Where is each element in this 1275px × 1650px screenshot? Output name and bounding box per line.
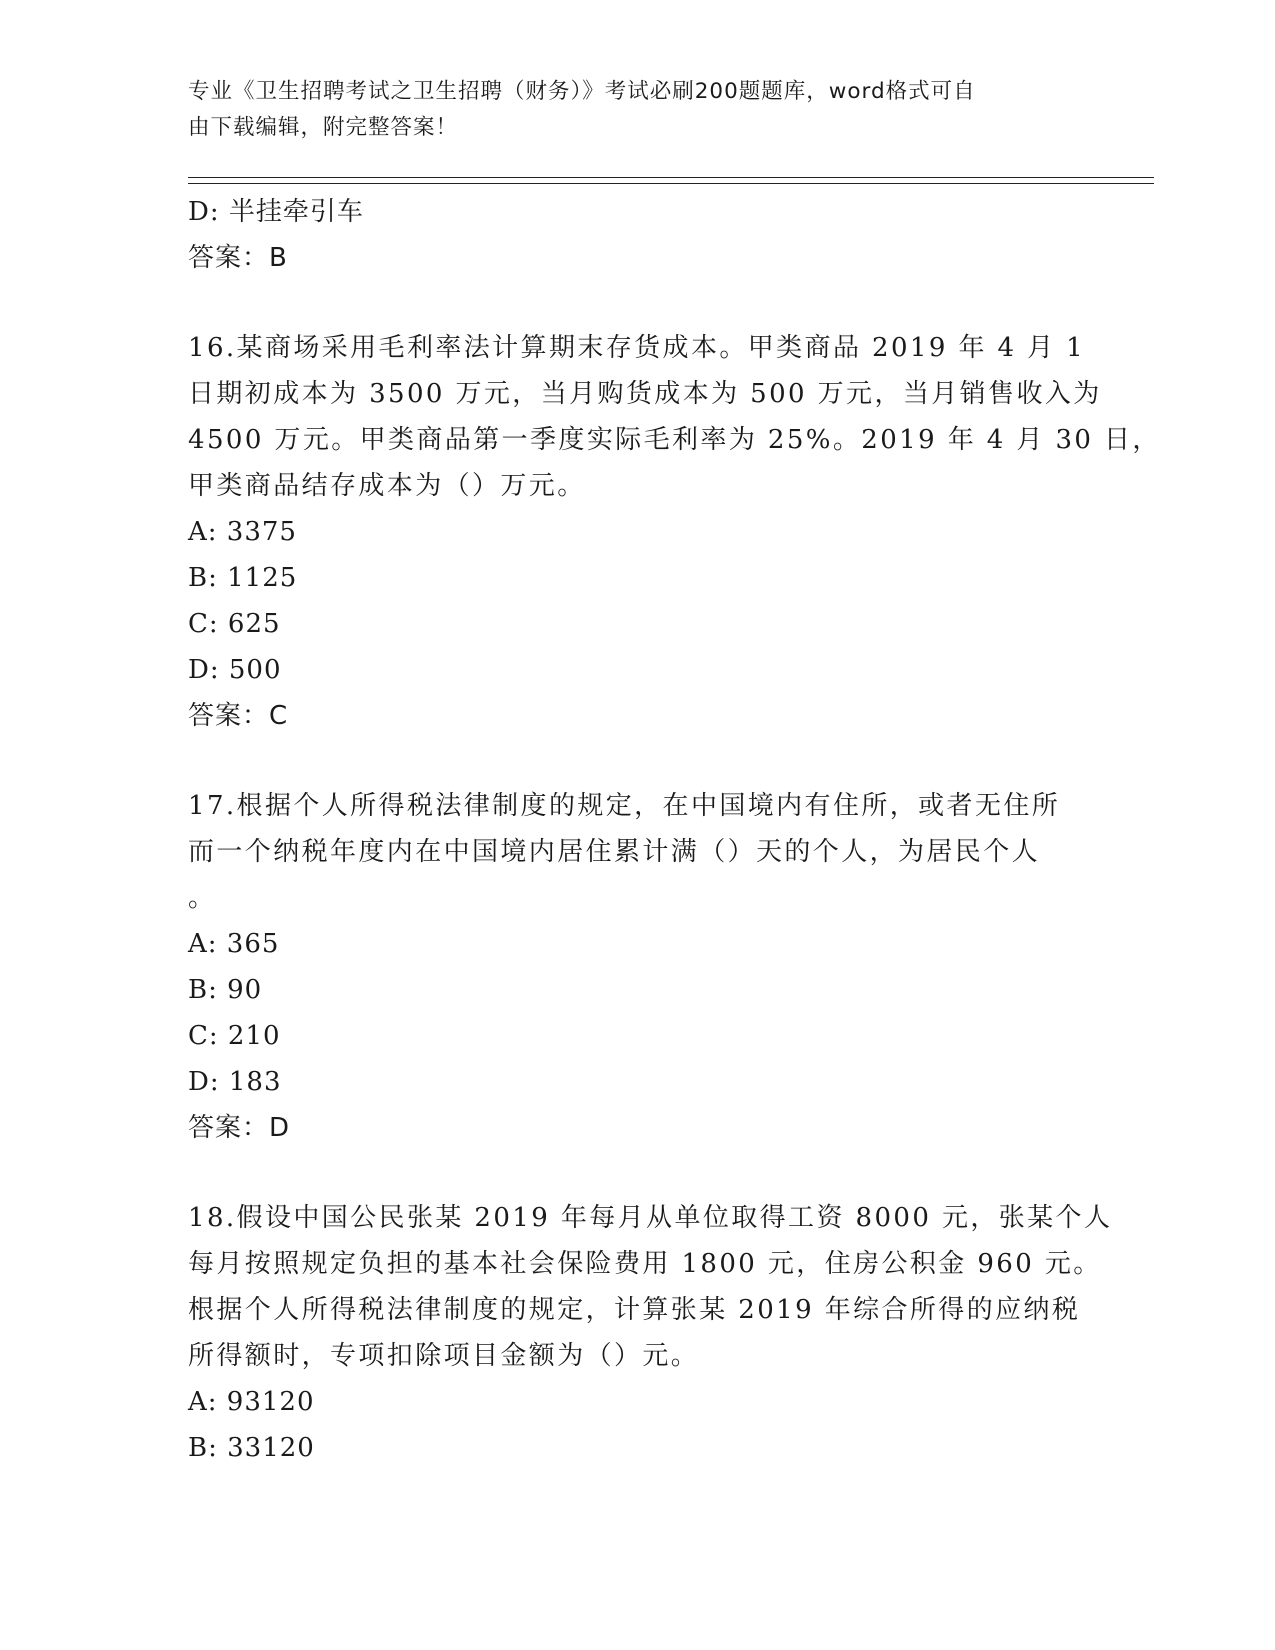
answer: 答案：D — [188, 1113, 291, 1143]
option-b: B: 1125 — [188, 563, 298, 593]
option-a: A: 93120 — [188, 1387, 315, 1417]
question-line: 日期初成本为 3500 万元，当月购货成本为 500 万元，当月销售收入为 — [188, 379, 1102, 409]
question-line: 4500 万元。甲类商品第一季度实际毛利率为 25%。2019 年 4 月 30 日， — [188, 425, 1161, 455]
question-text — [188, 1195, 1113, 1379]
question-18 — [188, 1195, 1113, 1471]
answer: 答案：C — [188, 701, 289, 731]
question-17 — [188, 783, 1088, 1151]
question-text — [188, 325, 1161, 509]
document-body — [188, 189, 1161, 1471]
header-line-1: 专业《卫生招聘考试之卫生招聘（财务）》考试必刷200题题库，word格式可自 — [188, 79, 976, 104]
answer-carryover: 答案：B — [188, 243, 288, 273]
question-line: 18.假设中国公民张某 2019 年每月从单位取得工资 8000 元，张某个人 — [188, 1203, 1113, 1233]
document-header — [188, 74, 1068, 146]
question-line: 而一个纳税年度内在中国境内居住累计满（）天的个人，为居民个人 — [188, 837, 1041, 867]
header-divider-top — [188, 177, 1154, 178]
option-b: B: 33120 — [188, 1433, 315, 1463]
question-line: 。 — [188, 883, 217, 913]
option-d: D: 183 — [188, 1067, 282, 1097]
question-text — [188, 783, 1088, 921]
option-d-carryover: D: 半挂牵引车 — [188, 197, 364, 227]
header-divider-bottom — [188, 183, 1154, 184]
option-c: C: 210 — [188, 1021, 281, 1051]
question-line: 甲类商品结存成本为（）万元。 — [188, 471, 586, 501]
spacer — [188, 281, 1088, 325]
option-a: A: 365 — [188, 929, 280, 959]
header-line-2: 由下载编辑，附完整答案！ — [188, 115, 459, 140]
question-line: 所得额时，专项扣除项目金额为（）元。 — [188, 1341, 700, 1371]
question-line: 17.根据个人所得税法律制度的规定，在中国境内有住所，或者无住所 — [188, 791, 1061, 821]
option-b: B: 90 — [188, 975, 263, 1005]
option-d: D: 500 — [188, 655, 282, 685]
question-line: 16.某商场采用毛利率法计算期末存货成本。甲类商品 2019 年 4 月 1 — [188, 333, 1086, 363]
question-line: 每月按照规定负担的基本社会保险费用 1800 元，住房公积金 960 元。 — [188, 1249, 1102, 1279]
spacer — [188, 1151, 1088, 1195]
question-16 — [188, 325, 1161, 739]
spacer — [188, 739, 1088, 783]
question-line: 根据个人所得税法律制度的规定，计算张某 2019 年综合所得的应纳税 — [188, 1295, 1081, 1325]
option-c: C: 625 — [188, 609, 281, 639]
option-a: A: 3375 — [188, 517, 297, 547]
